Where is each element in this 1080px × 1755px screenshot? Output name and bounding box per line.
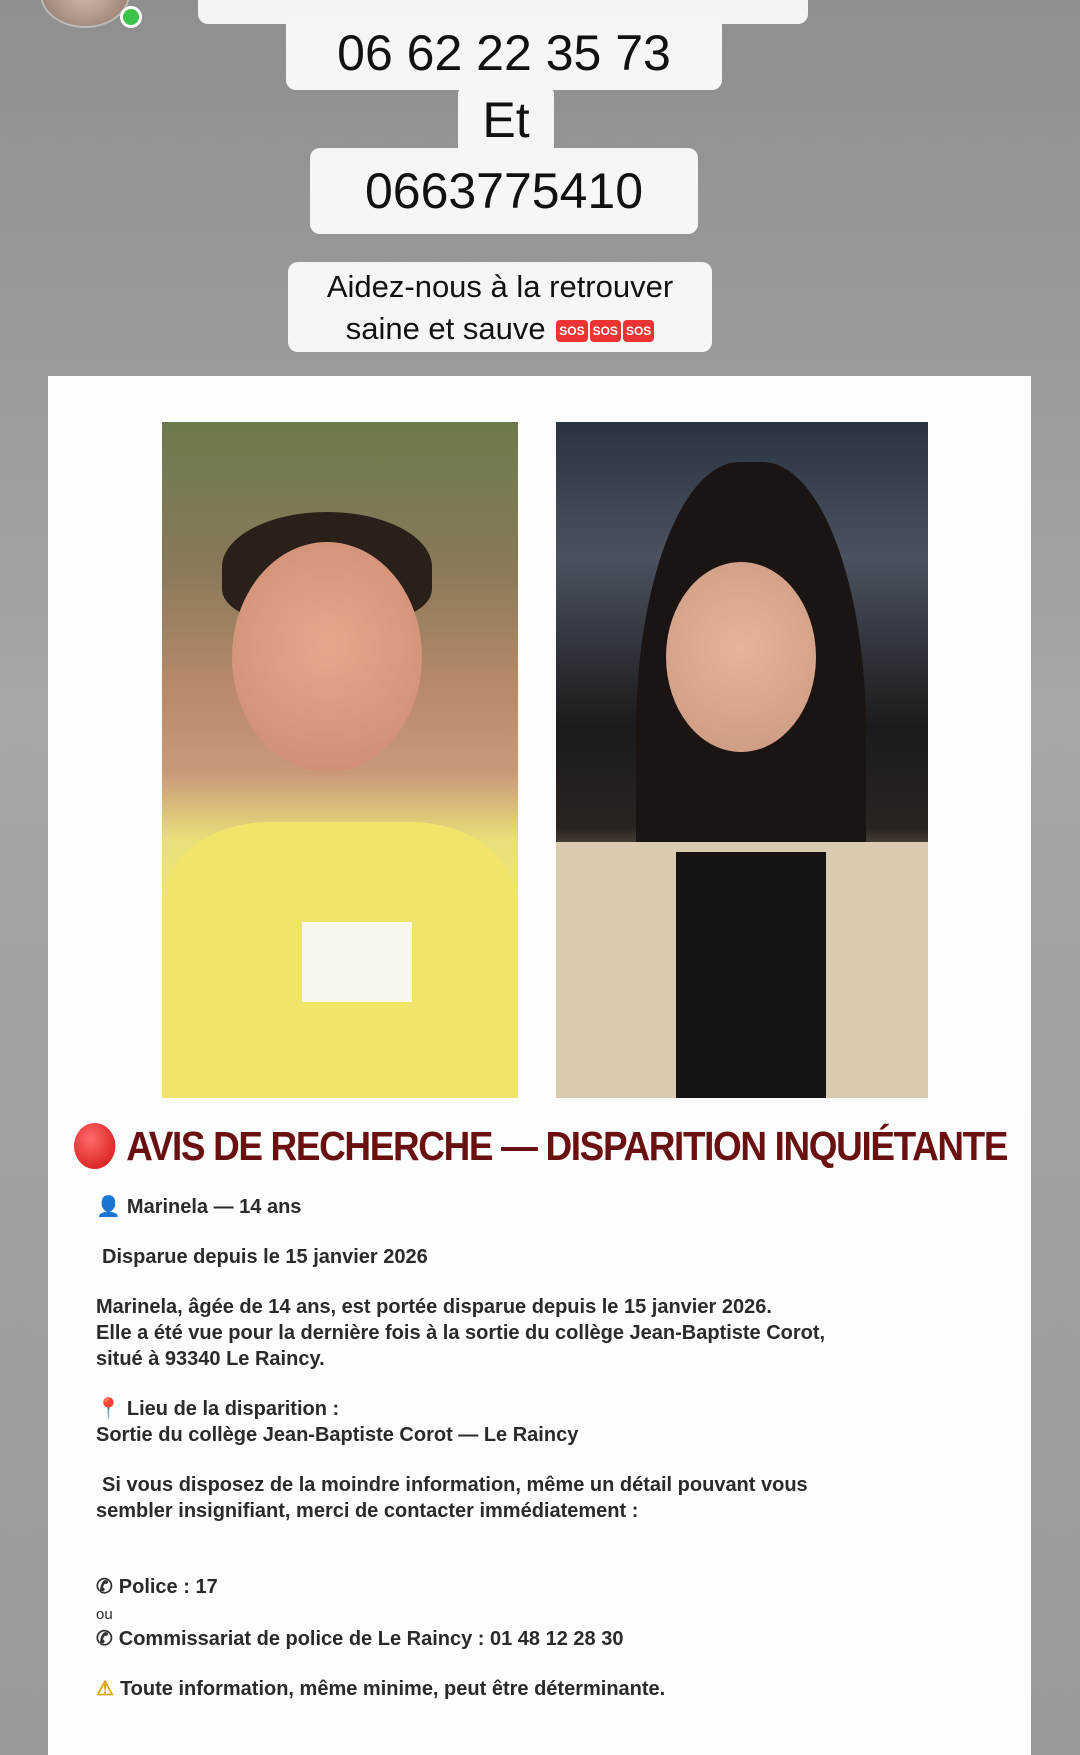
poster-title-text: AVIS DE RECHERCHE — DISPARITION INQUIÉTANTE bbox=[126, 1122, 1008, 1169]
appeal-line-2: sembler insignifiant, merci de contacter immédiatement : bbox=[96, 1500, 639, 1522]
phone-number-2: 0663775410 bbox=[310, 148, 698, 234]
location-label: Lieu de la disparition : bbox=[126, 1398, 340, 1420]
sos-icon: SOS bbox=[590, 320, 621, 342]
warning-text: Toute information, même minime, peut être déterminante. bbox=[119, 1678, 666, 1700]
missing-since: Disparue depuis le 15 janvier 2026 bbox=[102, 1246, 428, 1268]
or-text: ou bbox=[96, 1606, 113, 1623]
location-label-line bbox=[96, 1396, 1016, 1422]
phone-icon: ✆ bbox=[96, 1628, 113, 1650]
help-caption bbox=[288, 262, 712, 352]
phone-number-1: 06 62 22 35 73 bbox=[286, 16, 722, 90]
conjunction-text: Et bbox=[458, 88, 554, 152]
sos-icon: SOS bbox=[556, 320, 587, 342]
red-circle-icon bbox=[74, 1123, 115, 1169]
avatar[interactable] bbox=[40, 0, 130, 28]
description-line-3: situé à 93340 Le Raincy. bbox=[96, 1348, 325, 1370]
warning-icon: ⚠ bbox=[96, 1678, 114, 1700]
location-value: Sortie du collège Jean-Baptiste Corot — Le Raincy bbox=[96, 1424, 579, 1446]
phone-icon: ✆ bbox=[96, 1576, 113, 1598]
description-line-2: Elle a été vue pour la dernière fois à la sortie du collège Jean-Baptiste Corot, bbox=[96, 1322, 826, 1344]
help-line-2 bbox=[288, 308, 712, 350]
pin-icon: 📍 bbox=[96, 1398, 121, 1420]
missing-person-poster bbox=[48, 376, 1031, 1755]
poster-title bbox=[74, 1116, 1008, 1176]
name-age-line bbox=[96, 1194, 1016, 1220]
sos-icon: SOS bbox=[623, 320, 654, 342]
online-status-dot bbox=[120, 6, 142, 28]
help-line-2-text: saine et sauve bbox=[345, 311, 546, 346]
help-line-1: Aidez-nous à la retrouver bbox=[326, 269, 674, 304]
station-text: Commissariat de police de Le Raincy : 01 48 12 28 30 bbox=[118, 1628, 624, 1650]
police-text: Police : 17 bbox=[118, 1576, 218, 1598]
photo-right bbox=[556, 422, 928, 1098]
appeal-line-1: Si vous disposez de la moindre information, même un détail pouvant vous bbox=[102, 1474, 808, 1496]
person-icon: 👤 bbox=[96, 1196, 121, 1218]
police-line bbox=[96, 1574, 1016, 1600]
warning-line bbox=[96, 1676, 1016, 1702]
description-line-1: Marinela, âgée de 14 ans, est portée disparue depuis le 15 janvier 2026. bbox=[96, 1296, 772, 1318]
station-line bbox=[96, 1626, 1016, 1652]
name-age-text: Marinela — 14 ans bbox=[126, 1196, 302, 1218]
photo-left bbox=[162, 422, 518, 1098]
